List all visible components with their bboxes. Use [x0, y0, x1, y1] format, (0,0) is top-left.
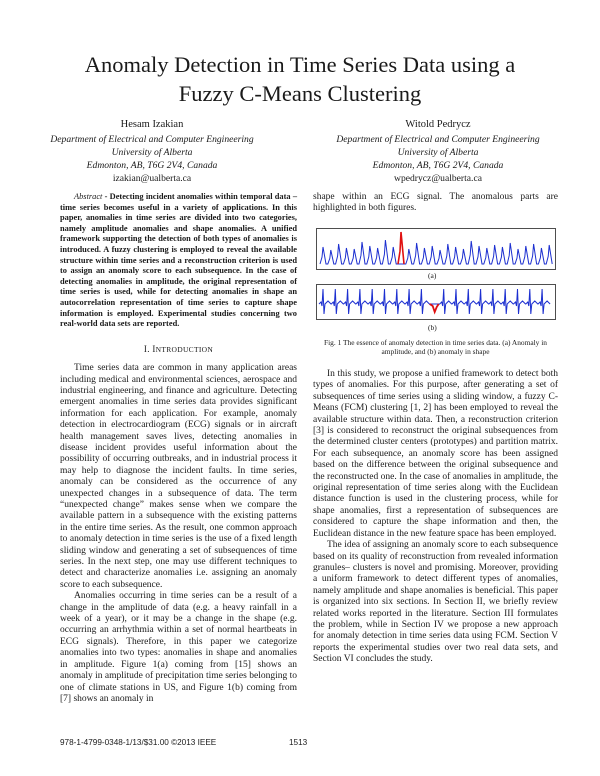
author-block-1: [27, 118, 277, 185]
body-paragraph-1: In this study, we propose a unified framework to detect both types of anomalies. For this purpose, after generating a set of subsequences of time series using a sliding window, a fuzzy C-Means (FCM) clustering [1, 2] has been employed to reveal the available structure within data. Then, a reconstruction criterion [3] is considered to reconstruct the original subsequences from the determined cluster centers (prototypes) and partition matrix. For each subsequence, an anomaly score has been assigned based on the difference between the original subsequence and the reconstructed one. In the case of anomalies in amplitude, the original representation of time series along with the Euclidean distance function is used in the clustering process, while for shape anomalies, first a representation of subsequences are considered to capture the shape information and then, the Euclidean distance in the new feature space has been employed.: [313, 369, 558, 539]
author-univ: University of Alberta: [397, 147, 479, 158]
abstract-lead: Abstract: [74, 192, 103, 201]
abstract-text: - Detecting incident anomalies within temporal data – time series becomes useful in a variety of applications. In this paper, anomalies in time series are divided into two categories, namely amplitude anomalies and shape anomalies. A unified framework supporting the detection of both types of anomalies is introduced. A fuzzy clustering is employed to reveal the available structure within time series and a reconstruction criterion is used to assign an anomaly score to each subsequence. In the case of detecting anomalies in amplitude, the original representation of time series is used, while for detecting anomalies in shape an autocorrelation representation of time series to capture shape information is employed. Experimental studies concerning two real-world data sets are reported.: [60, 192, 298, 329]
footer-copyright: 978-1-4799-0348-1/13/$31.00 ©2013 IEEE: [60, 738, 217, 747]
precipitation-plot: [316, 228, 556, 270]
figure-1a: [316, 228, 556, 270]
page-number: 1513: [289, 738, 308, 747]
author-name: Witold Pedrycz: [405, 119, 471, 130]
paper-title: [40, 50, 560, 108]
left-column: [60, 192, 297, 705]
author-block-2: [313, 118, 563, 185]
subcaption-a: (a): [428, 271, 437, 280]
section-heading-introduction: I. INTRODUCTION: [143, 343, 214, 354]
right-top-text: [313, 192, 558, 215]
abstract: [60, 192, 297, 330]
subcaption-b: (b): [428, 323, 437, 332]
intro-paragraph-1: Time series data are common in many application areas including medical and environmental sciences, aerospace and industrial engineering, and finance and agriculture. Detecting emergent anomalies in time series data provides significant information for each application. For example, anomaly detection in electrocardiogram (ECG) signals or in aircraft health management saves lives, detecting anomalies in disease incident provides useful information about the possibility of occurring outbreaks, and in industrial process it may help to diagnose the incident faults. In time series, anomaly can be considered as the occurrence of any unexpected changes in a subsequence of data. The term “unexpected change” makes sense when we compare the available pattern in a subsequence with the existing patterns in the entire time series. As the result, one common approach to anomaly detection in time series is the use of a fixed length sliding window and generating a set of subsequences of time series. In the next step, one may use different techniques to detect and characterize anomalies i.e. assigning an anomaly score to each subsequence.: [60, 363, 297, 590]
author-dept: Department of Electrical and Computer Engineering: [50, 134, 254, 145]
author-email: izakian@ualberta.ca: [112, 173, 192, 184]
author-city: Edmonton, AB, T6G 2V4, Canada: [372, 160, 504, 171]
title-line-1: Anomaly Detection in Time Series Data using a: [84, 52, 516, 77]
author-univ: University of Alberta: [111, 147, 193, 158]
figure-caption: Fig. 1 The essence of anomaly detection in time series data. (a) Anomaly in amplitude, and (b) anomaly in shape: [324, 338, 547, 357]
ecg-plot: [316, 284, 556, 320]
right-column: [313, 369, 558, 666]
author-email: wpedrycz@ualberta.ca: [394, 173, 482, 184]
title-line-2: Fuzzy C-Means Clustering: [178, 81, 422, 106]
figure-1b: [316, 284, 556, 320]
author-city: Edmonton, AB, T6G 2V4, Canada: [86, 160, 218, 171]
body-paragraph-2: The idea of assigning an anomaly score to each subsequence based on its quality of reconstruction from revealed information granules– clusters is novel and promising. Moreover, providing a uniform framework to detect different types of anomalies, namely amplitude and shape anomalies is beneficial. This paper is organized into six sections. In Section II, we briefly review related works reported in the literature. Section III formulates the problem, while in Section IV we propose a new approach for anomaly detection in time series data using FCM. Section V reports the experimental studies over two real data sets, and Section VI concludes the study.: [313, 540, 558, 665]
intro-paragraph-2: Anomalies occurring in time series can be a result of a change in the amplitude of data (e.g. a heavy rainfall in a week of a year), or it may be a change in the shape (e.g. occurring an arrhythmia within a set of normal heartbeats in ECG signals). Therefore, in this paper we categorize anomalies into two types: anomalies in shape and anomalies in amplitude. Figure 1(a) coming from [15] shows an anomaly in amplitude of precipitation time series belonging to one of climate stations in US, and Figure 1(b) coming from [7] shows an anomaly in: [60, 591, 297, 704]
figure-intro-text: shape within an ECG signal. The anomalous parts are highlighted in both figures.: [313, 192, 558, 214]
author-dept: Department of Electrical and Computer Engineering: [336, 134, 540, 145]
author-name: Hesam Izakian: [120, 119, 184, 130]
